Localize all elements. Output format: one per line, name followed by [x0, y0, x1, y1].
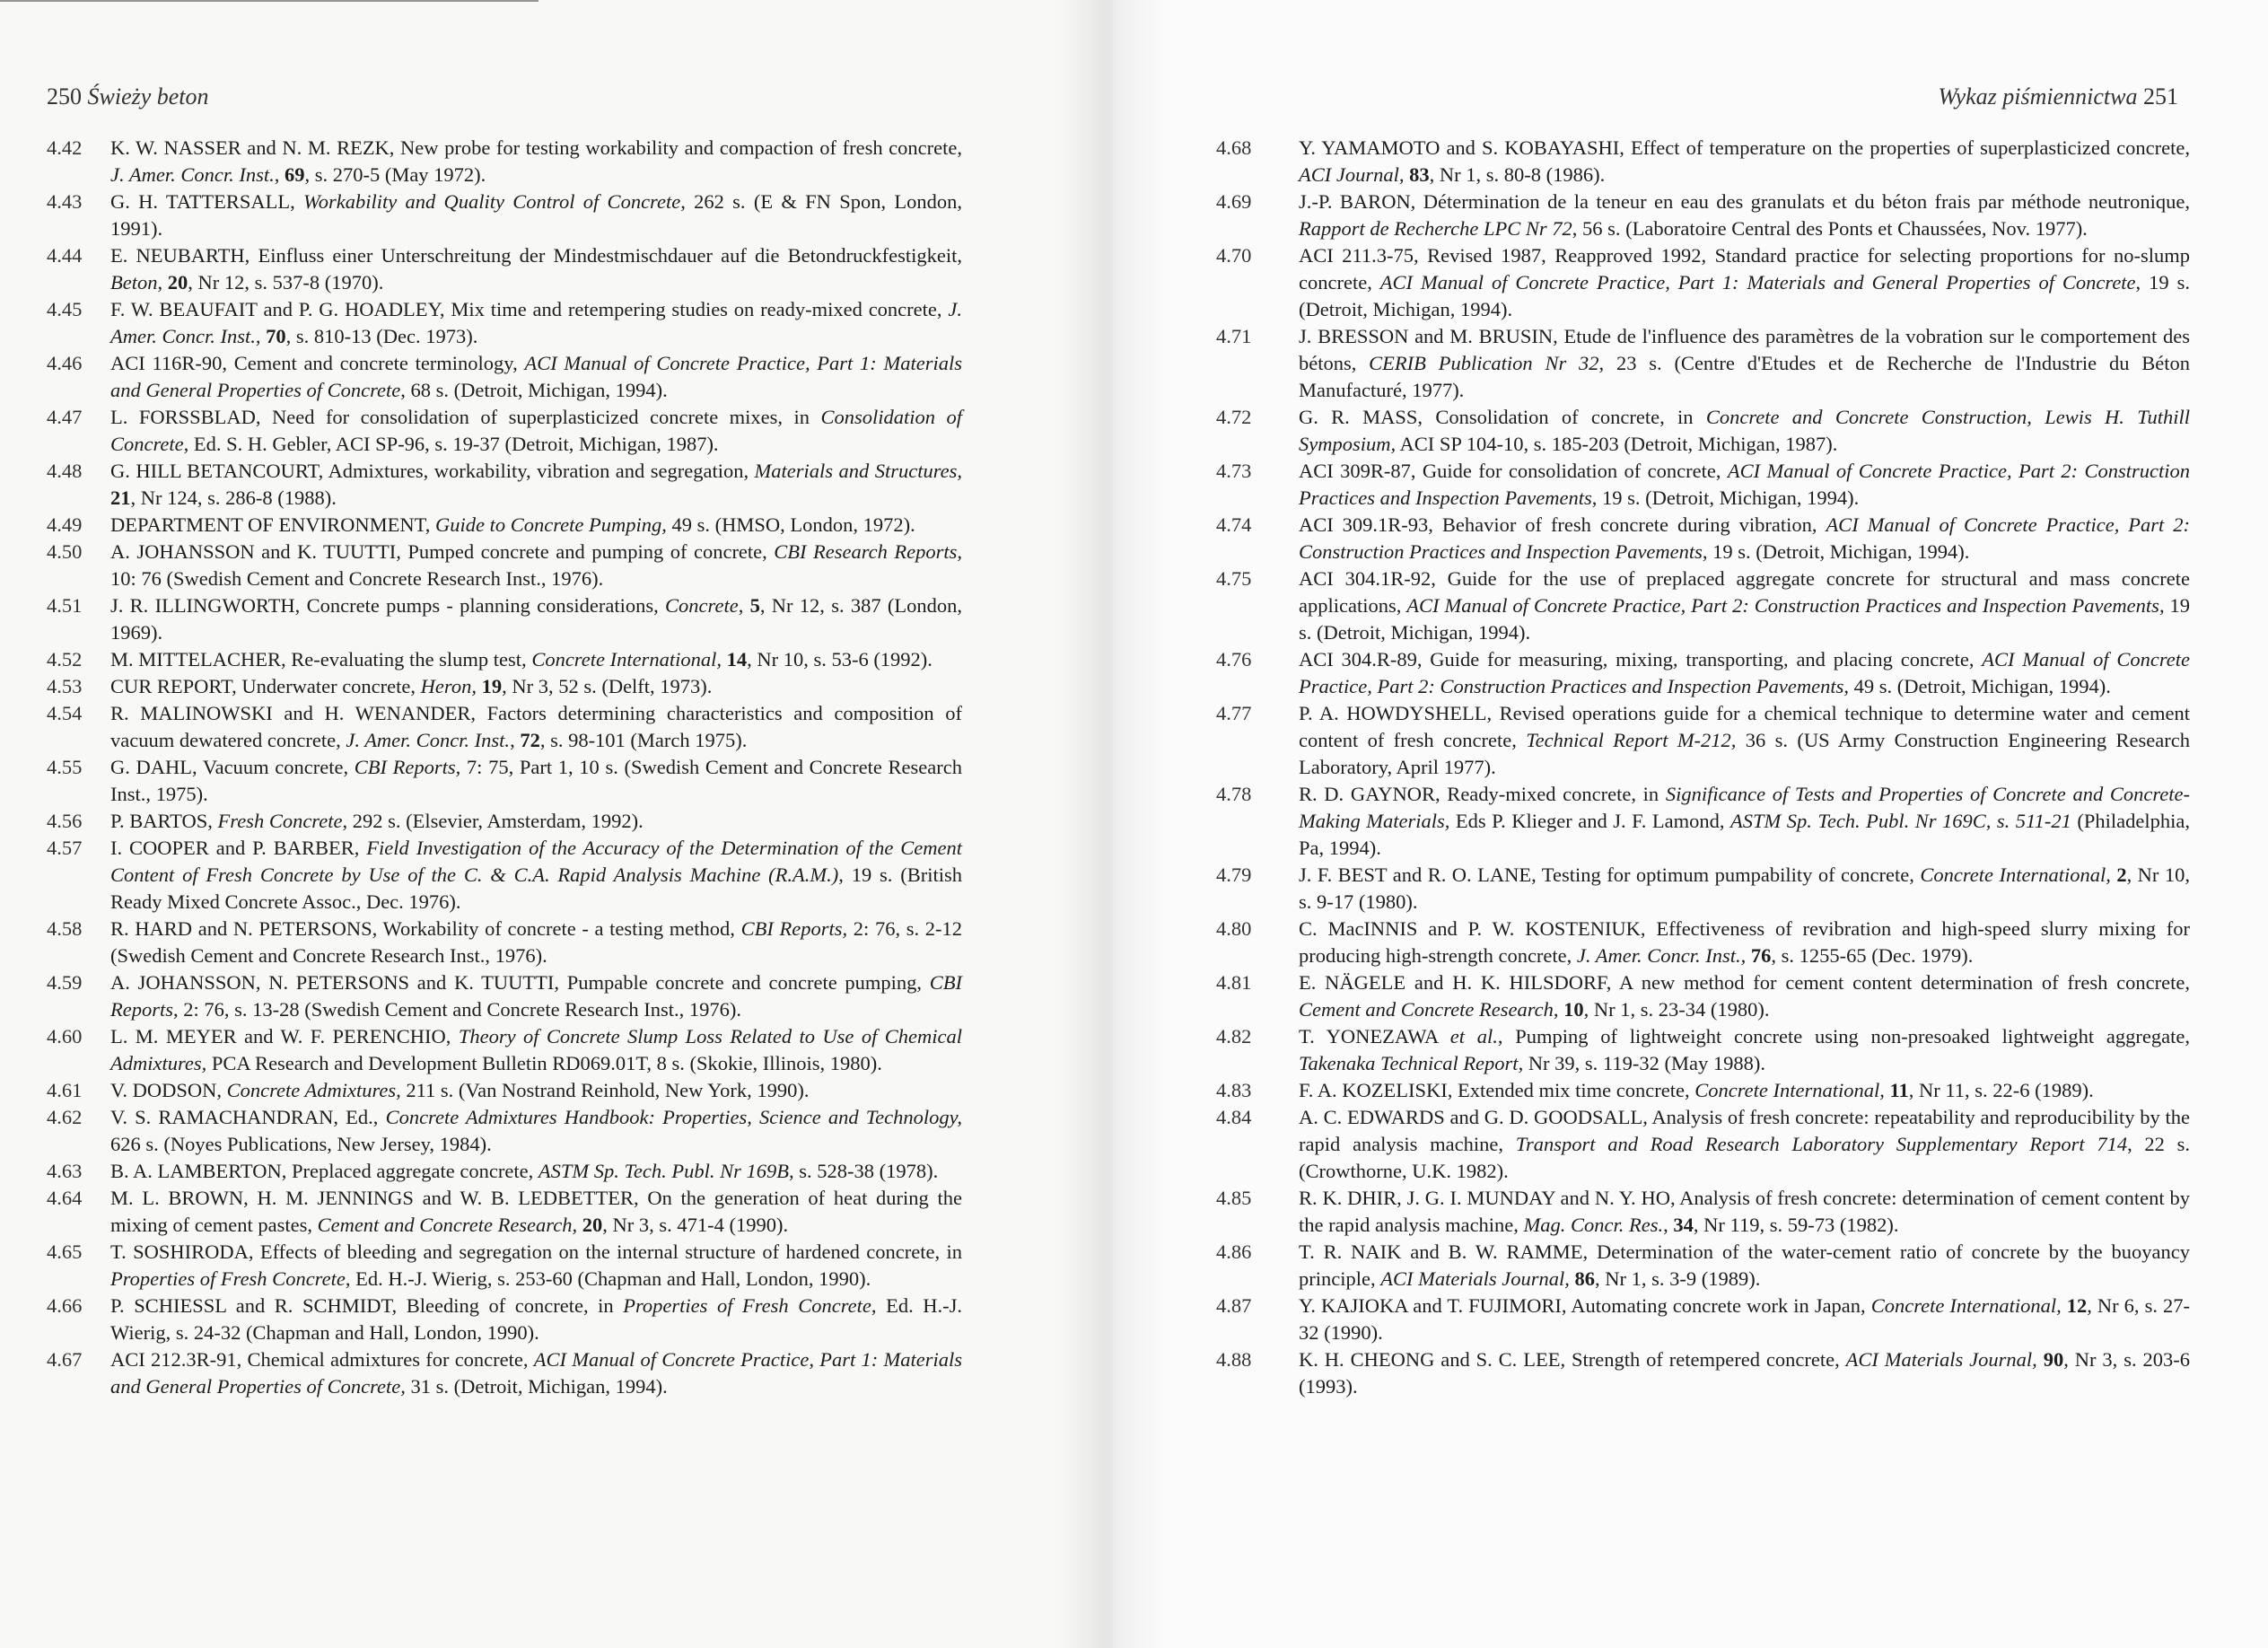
reference-number: 4.69 — [1216, 190, 1252, 213]
reference-text: K. H. CHEONG and S. C. LEE, Strength of retempered concrete, ACI Materials Journal, 90, Nr 3, s. 203-6 (1993). — [1299, 1348, 2190, 1398]
reference-entry — [47, 754, 962, 808]
reference-text: C. MacINNIS and P. W. KOSTENIUK, Effectiveness of revibration and high-speed slurry mixing for producing high-strength concrete, J. Amer. Concr. Inst., 76, s. 1255-65 (Dec. 1979). — [1299, 917, 2190, 967]
reference-number: 4.46 — [47, 352, 83, 374]
reference-text: B. A. LAMBERTON, Preplaced aggregate concrete, ASTM Sp. Tech. Publ. Nr 169B, s. 528-38 (1978). — [110, 1160, 939, 1182]
reference-number: 4.52 — [47, 648, 83, 671]
reference-number: 4.51 — [47, 594, 83, 617]
scan-edge-line — [0, 0, 539, 9]
reference-number: 4.53 — [47, 675, 83, 697]
reference-text: K. W. NASSER and N. M. REZK, New probe for testing workability and compaction of fresh concrete, J. Amer. Concr. Inst., 69, s. 270-5 (May 1972). — [110, 136, 962, 186]
reference-number: 4.72 — [1216, 406, 1252, 428]
reference-text: V. S. RAMACHANDRAN, Ed., Concrete Admixtures Handbook: Properties, Science and Technology, 626 s. (Noyes Publications, New Jersey, 1984). — [110, 1106, 963, 1155]
left-running-title: Świeży beton — [87, 83, 209, 110]
reference-entry — [47, 969, 962, 1023]
reference-text: R. HARD and N. PETERSONS, Workability of concrete - a testing method, CBI Reports, 2: 76, s. 2-12 (Swedish Cement and Concrete Research Inst., 1976). — [110, 917, 963, 967]
reference-text: G. DAHL, Vacuum concrete, CBI Reports, 7: 75, Part 1, 10 s. (Swedish Cement and Concrete Research Inst., 1975). — [110, 756, 962, 805]
reference-text: P. BARTOS, Fresh Concrete, 292 s. (Elsevier, Amsterdam, 1992). — [110, 810, 644, 832]
reference-text: ACI 309R-87, Guide for consolidation of concrete, ACI Manual of Concrete Practice, Part 2: Construction Practices and Inspection Pavements, 19 s. (Detroit, Michigan, 1994). — [1299, 460, 2190, 509]
reference-entry — [47, 592, 962, 646]
reference-number: 4.58 — [47, 917, 83, 940]
reference-number: 4.50 — [47, 540, 83, 563]
reference-entry — [1216, 862, 2190, 916]
reference-entry — [47, 188, 962, 242]
reference-entry — [47, 242, 962, 296]
reference-text: E. NEUBARTH, Einfluss einer Unterschreitung der Mindestmischdauer auf die Betondruckfestigkeit, Beton, 20, Nr 12, s. 537-8 (1970). — [110, 244, 962, 294]
reference-number: 4.42 — [47, 136, 83, 159]
reference-number: 4.68 — [1216, 136, 1252, 159]
reference-entry — [47, 646, 962, 673]
reference-entry — [1216, 565, 2190, 646]
reference-text: ACI 304.1R-92, Guide for the use of preplaced aggregate concrete for structural and mass concrete applications, ACI Manual of Concrete Practice, Part 2: Construction Practices and Inspection Pavements, 19 s. (Detroit, Michigan, 1994). — [1299, 567, 2190, 644]
reference-entry — [47, 296, 962, 350]
reference-text: M. MITTELACHER, Re-evaluating the slump test, Concrete International, 14, Nr 10, s. 53-6 (1992). — [110, 648, 933, 671]
reference-number: 4.47 — [47, 406, 83, 428]
reference-number: 4.64 — [47, 1187, 83, 1209]
reference-text: J. R. ILLINGWORTH, Concrete pumps - planning considerations, Concrete, 5, Nr 12, s. 387 (London, 1969). — [110, 594, 963, 644]
right-running-title: Wykaz piśmiennictwa — [1938, 83, 2138, 110]
reference-number: 4.82 — [1216, 1025, 1252, 1048]
reference-entry — [47, 1158, 962, 1185]
reference-number: 4.61 — [47, 1079, 83, 1101]
reference-text: ACI 304.R-89, Guide for measuring, mixing, transporting, and placing concrete, ACI Manual of Concrete Practice, Part 2: Construction Practices and Inspection Pavements, 49 s. (Detroit, Michigan, 1994). — [1299, 648, 2190, 697]
reference-number: 4.78 — [1216, 783, 1252, 805]
reference-text: A. JOHANSSON, N. PETERSONS and K. TUUTTI, Pumpable concrete and concrete pumping, CBI Reports, 2: 76, s. 13-28 (Swedish Cement and Concrete Research Inst., 1976). — [110, 971, 962, 1021]
reference-entry — [47, 1104, 962, 1158]
reference-number: 4.84 — [1216, 1106, 1252, 1128]
reference-entry — [1216, 1293, 2190, 1346]
reference-text: DEPARTMENT OF ENVIRONMENT, Guide to Concrete Pumping, 49 s. (HMSO, London, 1972). — [110, 513, 915, 536]
reference-text: T. SOSHIRODA, Effects of bleeding and segregation on the internal structure of hardened concrete, in Properties of Fresh Concrete, Ed. H.-J. Wierig, s. 253-60 (Chapman and Hall, London, 1990). — [110, 1240, 962, 1290]
reference-entry — [1216, 135, 2190, 188]
reference-number: 4.86 — [1216, 1240, 1252, 1263]
reference-text: G. H. TATTERSALL, Workability and Quality Control of Concrete, 262 s. (E & FN Spon, London, 1991). — [110, 190, 962, 240]
reference-number: 4.60 — [47, 1025, 83, 1048]
reference-entry — [47, 1185, 962, 1239]
reference-entry — [47, 135, 962, 188]
reference-number: 4.44 — [47, 244, 83, 267]
reference-number: 4.74 — [1216, 513, 1252, 536]
reference-number: 4.63 — [47, 1160, 83, 1182]
right-running-head — [1938, 83, 2178, 110]
reference-entry — [1216, 1185, 2190, 1239]
reference-number: 4.67 — [47, 1348, 83, 1371]
left-page-number: 250 — [47, 83, 82, 110]
left-page — [0, 0, 1113, 1648]
reference-number: 4.65 — [47, 1240, 83, 1263]
reference-number: 4.83 — [1216, 1079, 1252, 1101]
left-reference-list — [47, 135, 962, 1400]
reference-text: J. BRESSON and M. BRUSIN, Etude de l'influence des paramètres de la vobration sur le comportement des bétons, CERIB Publication Nr 32, 23 s. (Centre d'Etudes et de Recherche de l'Industrie du Béton Manufacturé, 1977). — [1299, 325, 2190, 401]
reference-number: 4.45 — [47, 298, 83, 320]
reference-number: 4.55 — [47, 756, 83, 778]
reference-number: 4.57 — [47, 837, 83, 859]
reference-number: 4.73 — [1216, 460, 1252, 482]
reference-entry — [1216, 1346, 2190, 1400]
reference-text: T. R. NAIK and B. W. RAMME, Determination of the water-cement ratio of concrete by the buoyancy principle, ACI Materials Journal, 86, Nr 1, s. 3-9 (1989). — [1299, 1240, 2190, 1290]
reference-entry — [1216, 1077, 2190, 1104]
reference-number: 4.70 — [1216, 244, 1252, 267]
reference-text: R. D. GAYNOR, Ready-mixed concrete, in Significance of Tests and Properties of Concrete and Concrete-Making Materials, Eds P. Klieger and J. F. Lamond, ASTM Sp. Tech. Publ. Nr 169C, s. 511-21 (Philadelphia, Pa, 1994). — [1299, 783, 2190, 859]
reference-entry — [47, 458, 962, 512]
reference-entry — [1216, 1239, 2190, 1293]
reference-text: L. M. MEYER and W. F. PERENCHIO, Theory of Concrete Slump Loss Related to Use of Chemical Admixtures, PCA Research and Development Bulletin RD069.01T, 8 s. (Skokie, Illinois, 1980). — [110, 1025, 963, 1074]
reference-entry — [1216, 404, 2190, 458]
reference-entry — [1216, 646, 2190, 700]
reference-entry — [47, 1077, 962, 1104]
reference-entry — [47, 512, 962, 539]
reference-entry — [1216, 1023, 2190, 1077]
reference-entry — [47, 350, 962, 404]
reference-entry — [47, 1346, 962, 1400]
reference-text: ACI 116R-90, Cement and concrete terminology, ACI Manual of Concrete Practice, Part 1: Materials and General Properties of Concrete, 68 s. (Detroit, Michigan, 1994). — [110, 352, 962, 401]
reference-entry — [1216, 1104, 2190, 1185]
reference-entry — [47, 673, 962, 700]
reference-number: 4.62 — [47, 1106, 83, 1128]
reference-text: P. A. HOWDYSHELL, Revised operations guide for a chemical technique to determine water and cement content of fresh concrete, Technical Report M-212, 36 s. (US Army Construction Engineering Research Laboratory, April 1977). — [1299, 702, 2190, 778]
reference-text: A. JOHANSSON and K. TUUTTI, Pumped concrete and pumping of concrete, CBI Research Reports, 10: 76 (Swedish Cement and Concrete Research Inst., 1976). — [110, 540, 962, 590]
reference-text: J. F. BEST and R. O. LANE, Testing for optimum pumpability of concrete, Concrete International, 2, Nr 10, s. 9-17 (1980). — [1299, 863, 2190, 913]
reference-number: 4.87 — [1216, 1294, 1252, 1317]
reference-entry — [1216, 323, 2190, 404]
reference-text: L. FORSSBLAD, Need for consolidation of superplasticized concrete mixes, in Consolidation of Concrete, Ed. S. H. Gebler, ACI SP-96, s. 19-37 (Detroit, Michigan, 1987). — [110, 406, 962, 455]
reference-text: ACI 309.1R-93, Behavior of fresh concrete during vibration, ACI Manual of Concrete Practice, Part 2: Construction Practices and Inspection Pavements, 19 s. (Detroit, Michigan, 1994). — [1299, 513, 2190, 563]
reference-entry — [1216, 916, 2190, 969]
reference-text: E. NÄGELE and H. K. HILSDORF, A new method for cement content determination of fresh concrete, Cement and Concrete Research, 10, Nr 1, s. 23-34 (1980). — [1299, 971, 2190, 1021]
reference-text: ACI 212.3R-91, Chemical admixtures for concrete, ACI Manual of Concrete Practice, Part 1: Materials and General Properties of Concrete, 31 s. (Detroit, Michigan, 1994). — [110, 1348, 962, 1398]
reference-number: 4.48 — [47, 460, 83, 482]
reference-number: 4.81 — [1216, 971, 1252, 994]
reference-number: 4.75 — [1216, 567, 1252, 590]
reference-entry — [1216, 242, 2190, 323]
reference-entry — [1216, 969, 2190, 1023]
reference-text: V. DODSON, Concrete Admixtures, 211 s. (Van Nostrand Reinhold, New York, 1990). — [110, 1079, 810, 1101]
reference-number: 4.85 — [1216, 1187, 1252, 1209]
reference-text: J.-P. BARON, Détermination de la teneur en eau des granulats et du béton frais par méthode neutronique, Rapport de Recherche LPC Nr 72, 56 s. (Laboratoire Central des Ponts et Chaussées, Nov. 1977). — [1299, 190, 2190, 240]
reference-entry — [47, 1293, 962, 1346]
reference-text: G. R. MASS, Consolidation of concrete, in Concrete and Concrete Construction, Lewis H. Tuthill Symposium, ACI SP 104-10, s. 185-203 (Detroit, Michigan, 1987). — [1299, 406, 2190, 455]
reference-text: R. K. DHIR, J. G. I. MUNDAY and N. Y. HO, Analysis of fresh concrete: determination of cement content by the rapid analysis machine, Mag. Concr. Res., 34, Nr 119, s. 59-73 (1982). — [1299, 1187, 2190, 1236]
left-running-head — [47, 83, 209, 110]
reference-entry — [47, 700, 962, 754]
reference-entry — [1216, 781, 2190, 862]
reference-entry — [47, 835, 962, 916]
reference-text: M. L. BROWN, H. M. JENNINGS and W. B. LEDBETTER, On the generation of heat during the mixing of cement pastes, Cement and Concrete Research, 20, Nr 3, s. 471-4 (1990). — [110, 1187, 962, 1236]
reference-text: F. W. BEAUFAIT and P. G. HOADLEY, Mix time and retempering studies on ready-mixed concrete, J. Amer. Concr. Inst., 70, s. 810-13 (Dec. 1973). — [110, 298, 962, 347]
reference-text: A. C. EDWARDS and G. D. GOODSALL, Analysis of fresh concrete: repeatability and reproducibility by the rapid analysis machine, Transport and Road Research Laboratory Supplementary Report 714, 22 s. (Crowthorne, U.K. 1982). — [1299, 1106, 2191, 1182]
reference-entry — [47, 539, 962, 592]
reference-number: 4.59 — [47, 971, 83, 994]
reference-entry — [1216, 700, 2190, 781]
reference-number: 4.66 — [47, 1294, 83, 1317]
reference-number: 4.49 — [47, 513, 83, 536]
reference-entry — [47, 808, 962, 835]
reference-entry — [47, 1023, 962, 1077]
reference-number: 4.79 — [1216, 863, 1252, 886]
reference-number: 4.80 — [1216, 917, 1252, 940]
reference-text: Y. KAJIOKA and T. FUJIMORI, Automating concrete work in Japan, Concrete International, 12, Nr 6, s. 27-32 (1990). — [1299, 1294, 2190, 1344]
reference-entry — [1216, 512, 2190, 565]
reference-number: 4.43 — [47, 190, 83, 213]
reference-number: 4.71 — [1216, 325, 1252, 347]
reference-text: P. SCHIESSL and R. SCHMIDT, Bleeding of concrete, in Properties of Fresh Concrete, Ed. H.-J. Wierig, s. 24-32 (Chapman and Hall, London, 1990). — [110, 1294, 963, 1344]
reference-number: 4.56 — [47, 810, 83, 832]
reference-text: G. HILL BETANCOURT, Admixtures, workability, vibration and segregation, Materials and Structures, 21, Nr 124, s. 286-8 (1988). — [110, 460, 962, 509]
reference-text: R. MALINOWSKI and H. WENANDER, Factors determining characteristics and composition of vacuum dewatered concrete, J. Amer. Concr. Inst., 72, s. 98-101 (March 1975). — [110, 702, 962, 751]
reference-text: T. YONEZAWA et al., Pumping of lightweight concrete using non-presoaked lightweight aggregate, Takenaka Technical Report, Nr 39, s. 119-32 (May 1988). — [1299, 1025, 2190, 1074]
reference-number: 4.88 — [1216, 1348, 1252, 1371]
reference-text: I. COOPER and P. BARBER, Field Investigation of the Accuracy of the Determination of the Cement Content of Fresh Concrete by Use of the C. & C.A. Rapid Analysis Machine (R.A.M.), 19 s. (British Ready Mixed Concrete Assoc., Dec. 1976). — [110, 837, 962, 913]
reference-entry — [47, 916, 962, 969]
reference-entry — [1216, 458, 2190, 512]
reference-number: 4.54 — [47, 702, 83, 724]
reference-text: Y. YAMAMOTO and S. KOBAYASHI, Effect of temperature on the properties of superplasticized concrete, ACI Journal, 83, Nr 1, s. 80-8 (1986). — [1299, 136, 2190, 186]
right-page-number: 251 — [2143, 83, 2178, 110]
reference-entry — [47, 1239, 962, 1293]
right-reference-list — [1216, 135, 2190, 1400]
reference-number: 4.77 — [1216, 702, 1252, 724]
reference-entry — [1216, 188, 2190, 242]
reference-entry — [47, 404, 962, 458]
reference-text: CUR REPORT, Underwater concrete, Heron, 19, Nr 3, 52 s. (Delft, 1973). — [110, 675, 713, 697]
reference-text: ACI 211.3-75, Revised 1987, Reapproved 1992, Standard practice for selecting proportions for no-slump concrete, ACI Manual of Concrete Practice, Part 1: Materials and General Properties of Concrete, 19 s. (Detroit, Michigan, 1994). — [1299, 244, 2190, 320]
reference-number: 4.76 — [1216, 648, 1252, 671]
right-page — [1113, 0, 2268, 1648]
reference-text: F. A. KOZELISKI, Extended mix time concrete, Concrete International, 11, Nr 11, s. 22-6 (1989). — [1299, 1079, 2094, 1101]
